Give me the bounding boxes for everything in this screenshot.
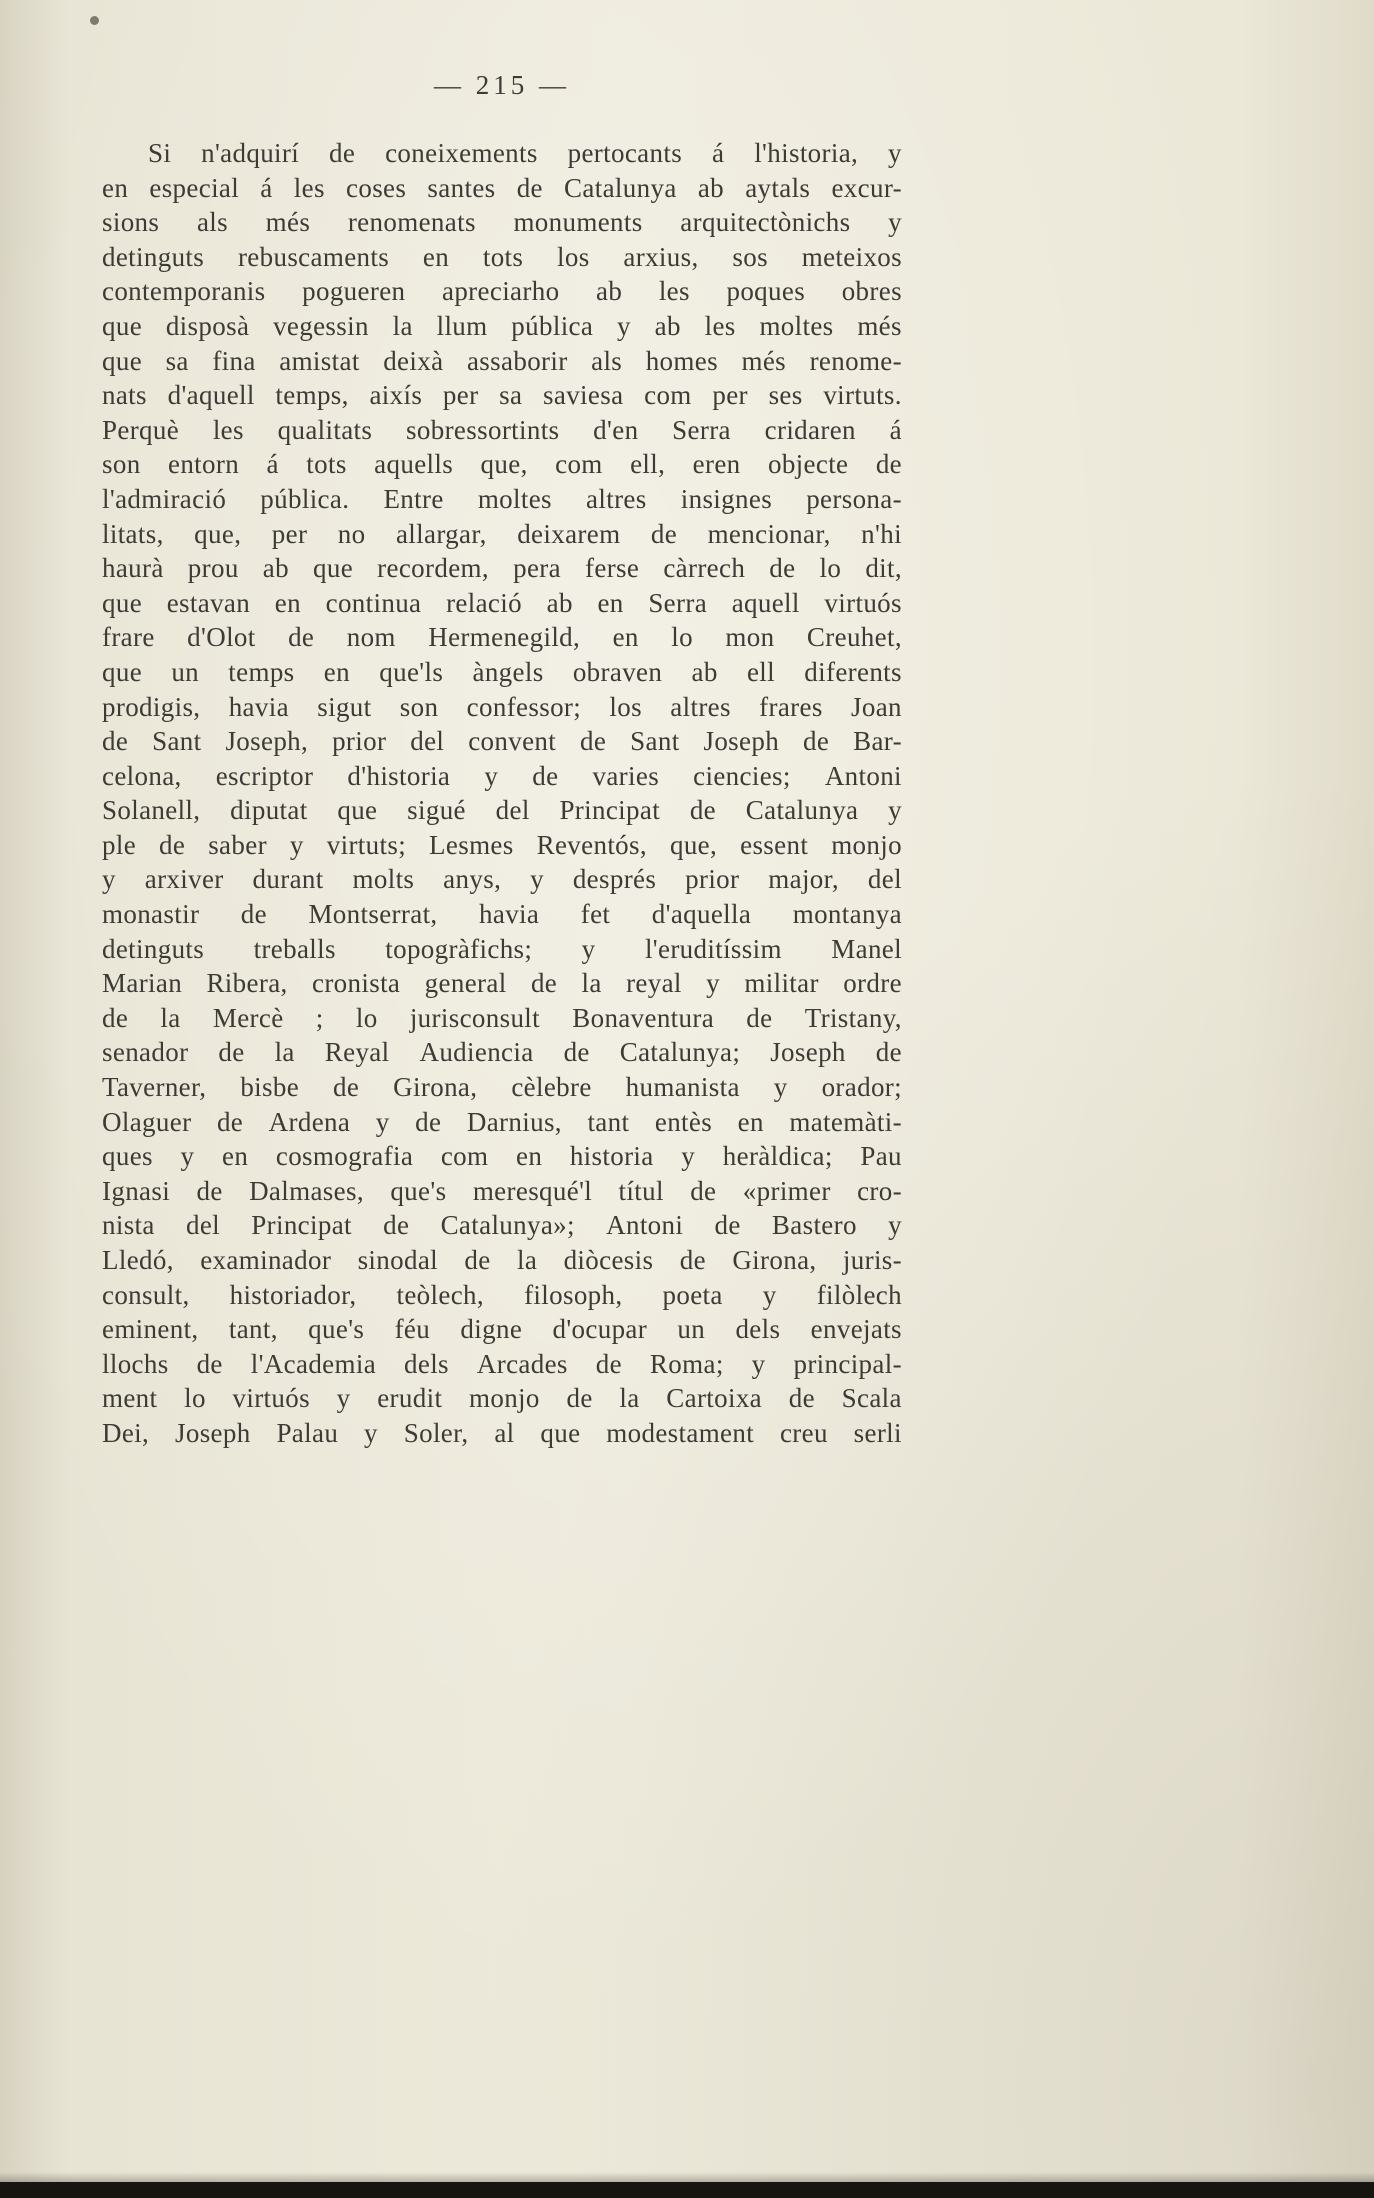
text-line: de la Mercè ; lo jurisconsult Bonaventura de Tristany,	[102, 1002, 902, 1033]
page-body-text	[102, 136, 902, 1451]
text-line: que un temps en que'ls àngels obraven ab ell diferents	[102, 656, 902, 687]
scan-bottom-shadow	[0, 2172, 1374, 2182]
text-line: Perquè les qualitats sobressortints d'en Serra cridaren á	[102, 414, 902, 445]
text-line: nista del Principat de Catalunya»; Antoni de Bastero y	[102, 1210, 902, 1241]
text-line: que disposà vegessin la llum pública y ab les moltes més	[102, 310, 902, 341]
scan-speck	[90, 16, 99, 25]
text-line: Marian Ribera, cronista general de la reyal y militar ordre	[102, 968, 902, 999]
text-line: celona, escriptor d'historia y de varies ciencies; Antoni	[102, 760, 902, 791]
text-line: contemporanis pogueren apreciarho ab les poques obres	[102, 276, 902, 307]
text-line: Ignasi de Dalmases, que's meresqué'l títul de «primer cro-	[102, 1175, 902, 1206]
text-line: ques y en cosmografia com en historia y heràldica; Pau	[102, 1141, 902, 1172]
text-line: senador de la Reyal Audiencia de Catalunya; Joseph de	[102, 1037, 902, 1068]
text-line: Olaguer de Ardena y de Darnius, tant entès en matemàti-	[102, 1106, 902, 1137]
text-line: Solanell, diputat que sigué del Principat de Catalunya y	[102, 795, 902, 826]
text-line: que sa fina amistat deixà assaborir als homes més renome-	[102, 345, 902, 376]
text-line: que estavan en continua relació ab en Serra aquell virtuós	[102, 587, 902, 618]
page-number: — 215 —	[434, 70, 570, 100]
text-line: l'admiració pública. Entre moltes altres insignes persona-	[102, 483, 902, 514]
text-line: Lledó, examinador sinodal de la diòcesis de Girona, juris-	[102, 1245, 902, 1275]
text-line: ple de saber y virtuts; Lesmes Reventós, que, essent monjo	[102, 829, 902, 860]
text-line: Si n'adquirí de coneixements pertocants á l'historia, y	[148, 138, 902, 168]
text-line: Dei, Joseph Palau y Soler, al que modestament creu serli	[102, 1417, 902, 1448]
text-line: frare d'Olot de nom Hermenegild, en lo mon Creuhet,	[102, 622, 902, 653]
text-line: sions als més renomenats monuments arquitectònichs y	[102, 207, 902, 238]
text-line: son entorn á tots aquells que, com ell, eren objecte de	[102, 449, 902, 480]
text-line: haurà prou ab que recordem, pera ferse càrrech de lo dit,	[102, 553, 902, 584]
text-line: monastir de Montserrat, havia fet d'aquella montanya	[102, 899, 902, 930]
text-line: llochs de l'Academia dels Arcades de Roma; y principal-	[102, 1348, 902, 1379]
text-line: en especial á les coses santes de Catalunya ab aytals excur-	[102, 172, 902, 203]
text-line: prodigis, havia sigut son confessor; los altres frares Joan	[102, 691, 902, 722]
scan-bottom-edge	[0, 2182, 1374, 2198]
text-line: detinguts treballs topogràfichs; y l'eruditíssim Manel	[102, 933, 902, 964]
text-line: eminent, tant, que's féu digne d'ocupar un dels envejats	[102, 1314, 902, 1345]
text-line: nats d'aquell temps, aixís per sa saviesa com per ses virtuts.	[102, 380, 902, 411]
text-line: consult, historiador, teòlech, filosoph, poeta y filòlech	[102, 1279, 902, 1310]
text-line: de Sant Joseph, prior del convent de Sant Joseph de Bar-	[102, 726, 902, 757]
text-line: litats, que, per no allargar, deixarem de mencionar, n'hi	[102, 518, 902, 549]
text-line: Taverner, bisbe de Girona, cèlebre humanista y orador;	[102, 1072, 902, 1103]
text-line: detinguts rebuscaments en tots los arxius, sos meteixos	[102, 241, 902, 272]
text-line: ment lo virtuós y erudit monjo de la Cartoixa de Scala	[102, 1383, 902, 1414]
text-line: y arxiver durant molts anys, y després prior major, del	[102, 864, 902, 895]
